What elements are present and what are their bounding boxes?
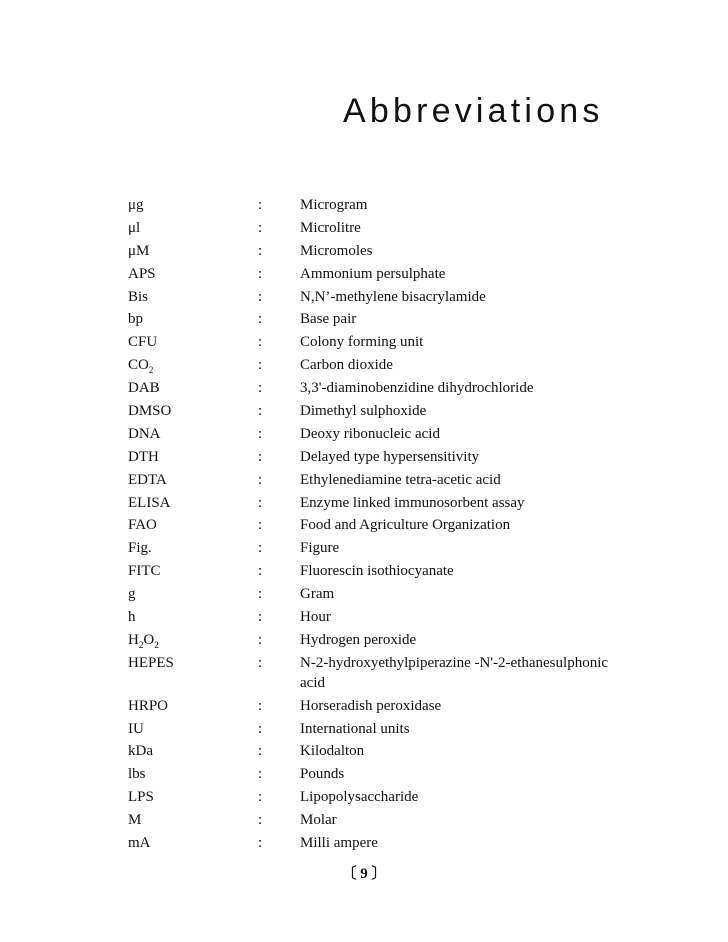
abbreviation-text: APS (128, 265, 156, 282)
abbreviation-row (0, 833, 728, 856)
abbreviation-text: kDa (128, 743, 153, 760)
separator-colon: : (258, 743, 263, 760)
abbreviation-row (0, 424, 728, 447)
abbreviation-term (128, 378, 160, 398)
abbreviation-definition: 3,3'-diaminobenzidine dihydrochloride (300, 380, 534, 397)
abbreviation-term (128, 719, 144, 739)
abbreviation-definition: Ammonium persulphate (300, 265, 446, 282)
abbreviation-subscript: 2 (154, 639, 159, 650)
abbreviation-term (128, 561, 161, 581)
abbreviation-text: DTH (128, 448, 159, 465)
abbreviation-row (0, 538, 728, 561)
abbreviation-term (128, 810, 141, 830)
separator-colon: : (258, 540, 263, 557)
separator-colon: : (258, 494, 263, 511)
abbreviation-definition: Lipopolysaccharide (300, 789, 419, 806)
page-marker-left: 〔 (341, 866, 357, 882)
abbreviation-text: μM (128, 242, 150, 259)
abbreviation-term (128, 696, 168, 716)
abbreviation-definition: N-2-hydroxyethylpiperazine -N'-2-ethanesulphonic acid (300, 654, 609, 691)
abbreviation-term (128, 741, 153, 761)
abbreviation-row (0, 355, 728, 378)
separator-colon: : (258, 357, 263, 374)
abbreviation-text: FAO (128, 517, 157, 534)
abbreviation-definition: International units (300, 720, 410, 737)
page-number-footer (0, 862, 728, 883)
abbreviation-definition: Ethylenediamine tetra-acetic acid (300, 471, 501, 488)
abbreviation-definition: Enzyme linked immunosorbent assay (300, 494, 525, 511)
abbreviation-term (128, 447, 159, 467)
abbreviation-row (0, 607, 728, 630)
abbreviation-row (0, 561, 728, 584)
page-number: 9 (360, 866, 368, 882)
abbreviation-term (128, 355, 153, 380)
abbreviation-row (0, 630, 728, 653)
abbreviation-term (128, 653, 174, 673)
abbreviation-row (0, 309, 728, 332)
abbreviation-term (128, 264, 156, 284)
abbreviation-text: HEPES (128, 654, 174, 671)
abbreviation-term (128, 493, 171, 513)
abbreviation-subscript: 2 (138, 639, 144, 650)
abbreviation-term (128, 538, 152, 558)
abbreviation-definition: Carbon dioxide (300, 357, 393, 374)
abbreviation-definition: Pounds (300, 766, 345, 783)
abbreviation-text: Fig. (128, 540, 152, 557)
abbreviation-row (0, 515, 728, 538)
separator-colon: : (258, 697, 263, 714)
page-marker-right: 〕 (371, 866, 387, 882)
separator-colon: : (258, 812, 263, 829)
separator-colon: : (258, 789, 263, 806)
abbreviation-text: H (128, 631, 139, 648)
abbreviation-text: FITC (128, 563, 161, 580)
abbreviation-term (128, 218, 140, 238)
abbreviation-row (0, 195, 728, 218)
abbreviation-row (0, 584, 728, 607)
abbreviation-row (0, 810, 728, 833)
page-title: Abbreviations (343, 92, 604, 130)
abbreviation-text: DMSO (128, 403, 172, 420)
abbreviation-text: EDTA (128, 471, 167, 488)
abbreviation-text: ELISA (128, 494, 171, 511)
abbreviation-text: O (143, 631, 155, 648)
abbreviation-term (128, 401, 171, 421)
abbreviation-row (0, 378, 728, 401)
abbreviation-term (128, 833, 151, 853)
abbreviation-definition: Gram (300, 586, 335, 603)
separator-colon: : (258, 766, 263, 783)
abbreviation-definition: Figure (300, 540, 340, 557)
abbreviation-definition: Milli ampere (300, 835, 378, 852)
abbreviation-text: LPS (128, 789, 154, 806)
abbreviation-term (128, 764, 146, 784)
abbreviation-text: Bis (128, 288, 149, 305)
abbreviation-term (128, 607, 136, 627)
abbreviation-text: CO (128, 357, 149, 374)
separator-colon: : (258, 448, 263, 465)
abbreviation-text: g (128, 586, 136, 603)
abbreviation-row (0, 241, 728, 264)
abbreviation-definition: Delayed type hypersensitivity (300, 448, 480, 465)
abbreviation-term (128, 241, 149, 261)
abbreviation-definition: Colony forming unit (300, 334, 424, 351)
abbreviation-term (128, 309, 143, 329)
abbreviation-definition: N,N’-methylene bisacrylamide (300, 288, 486, 305)
abbreviation-row (0, 332, 728, 355)
separator-colon: : (258, 654, 263, 671)
separator-colon: : (258, 403, 263, 420)
abbreviation-definition: Base pair (300, 311, 357, 328)
separator-colon: : (258, 380, 263, 397)
abbreviation-definition: Hour (300, 609, 331, 626)
separator-colon: : (258, 835, 263, 852)
abbreviation-text: μg (128, 197, 144, 213)
abbreviation-text: HRPO (128, 697, 169, 714)
abbreviation-definition: Kilodalton (300, 743, 365, 760)
abbreviation-row (0, 764, 728, 787)
separator-colon: : (258, 563, 263, 580)
abbreviation-definition: Dimethyl sulphoxide (300, 403, 427, 420)
abbreviation-text: CFU (128, 334, 158, 351)
abbreviation-text: DAB (128, 380, 160, 397)
abbreviation-term (128, 287, 148, 307)
separator-colon: : (258, 609, 263, 626)
abbreviation-term (128, 332, 157, 352)
abbreviation-text: h (128, 609, 136, 626)
abbreviation-definition: Micromoles (300, 242, 373, 259)
abbreviation-term (128, 424, 161, 444)
abbreviation-text: mA (128, 835, 151, 852)
abbreviation-text: bp (128, 311, 143, 328)
abbreviation-text: lbs (128, 766, 146, 783)
abbreviation-row (0, 719, 728, 742)
abbreviation-definition: Fluorescin isothiocyanate (300, 563, 454, 580)
separator-colon: : (258, 311, 263, 328)
separator-colon: : (258, 197, 263, 213)
separator-colon: : (258, 425, 263, 442)
abbreviation-text: M (128, 812, 142, 829)
abbreviation-text: DNA (128, 425, 161, 442)
separator-colon: : (258, 219, 263, 236)
abbreviation-row (0, 401, 728, 424)
abbreviation-list (0, 195, 728, 856)
abbreviation-definition: Molar (300, 812, 337, 829)
abbreviation-term (128, 630, 159, 655)
abbreviation-definition: Microlitre (300, 219, 361, 236)
abbreviation-row (0, 653, 728, 696)
abbreviation-definition: Horseradish peroxidase (300, 697, 442, 714)
separator-colon: : (258, 471, 263, 488)
abbreviation-row (0, 493, 728, 516)
abbreviation-term (128, 787, 154, 807)
abbreviation-definition: Deoxy ribonucleic acid (300, 425, 440, 442)
abbreviation-row (0, 787, 728, 810)
abbreviation-text: IU (128, 720, 144, 737)
separator-colon: : (258, 586, 263, 603)
separator-colon: : (258, 631, 263, 648)
separator-colon: : (258, 720, 263, 737)
abbreviation-definition: Food and Agriculture Organization (300, 517, 511, 534)
separator-colon: : (258, 242, 263, 259)
abbreviation-subscript: 2 (148, 365, 154, 376)
separator-colon: : (258, 517, 263, 534)
abbreviation-row (0, 741, 728, 764)
separator-colon: : (258, 334, 263, 351)
abbreviation-definition: Hydrogen peroxide (300, 631, 417, 648)
abbreviation-row (0, 696, 728, 719)
abbreviation-term (128, 470, 167, 490)
abbreviation-row (0, 447, 728, 470)
abbreviation-term (128, 515, 157, 535)
abbreviation-row (0, 264, 728, 287)
separator-colon: : (258, 265, 263, 282)
abbreviation-text: μl (128, 219, 141, 236)
abbreviation-definition: Microgram (300, 197, 368, 213)
abbreviation-row (0, 218, 728, 241)
abbreviation-term (128, 195, 144, 215)
separator-colon: : (258, 288, 263, 305)
abbreviation-row (0, 470, 728, 493)
abbreviation-row (0, 287, 728, 310)
abbreviation-term (128, 584, 136, 604)
